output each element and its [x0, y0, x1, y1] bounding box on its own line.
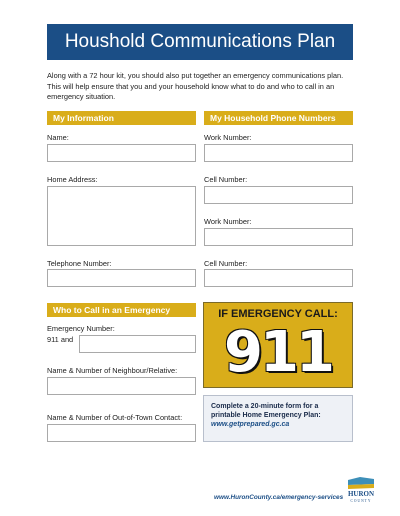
work-number-2-label: Work Number:	[204, 217, 252, 226]
out-of-town-contact-label: Name & Number of Out-of-Town Contact:	[47, 413, 183, 422]
emergency-call-number: 911	[224, 320, 332, 385]
neighbour-relative-field[interactable]	[47, 377, 196, 395]
logo-text: HURON	[347, 490, 375, 498]
emergency-prefix-label: 911 and	[47, 335, 74, 344]
cell-number-2-field[interactable]	[204, 269, 353, 287]
cell-number-2-label: Cell Number:	[204, 259, 248, 268]
page-title: Houshold Communications Plan	[47, 24, 353, 60]
work-number-2-field[interactable]	[204, 228, 353, 246]
get-prepared-text: Complete a 20-minute form for a printable Home Emergency Plan:	[211, 403, 321, 419]
telephone-number-label: Telephone Number:	[47, 259, 112, 268]
emergency-number-field[interactable]	[79, 335, 196, 353]
home-address-field[interactable]	[47, 186, 196, 246]
intro-text: Along with a 72 hour kit, you should also put together an emergency communications plan. This will help ensure that you and your household know what to do and who to call in an emergency situation.	[47, 71, 344, 101]
emergency-call-box	[203, 302, 353, 388]
neighbour-relative-label: Name & Number of Neighbour/Relative:	[47, 366, 178, 375]
cell-number-label: Cell Number:	[204, 175, 248, 184]
get-prepared-link[interactable]: www.getprepared.gc.ca	[211, 421, 290, 428]
my-information-heading: My Information	[47, 111, 196, 125]
work-number-field[interactable]	[204, 144, 353, 162]
home-address-label: Home Address:	[47, 175, 98, 184]
logo-subtext: COUNTY	[350, 499, 372, 503]
get-prepared-box	[203, 395, 353, 442]
name-label: Name:	[47, 133, 69, 142]
name-field[interactable]	[47, 144, 196, 162]
cell-number-field[interactable]	[204, 186, 353, 204]
work-number-label: Work Number:	[204, 133, 252, 142]
footer-website-link[interactable]: www.HuronCounty.ca/emergency-services	[214, 494, 344, 501]
telephone-number-field[interactable]	[47, 269, 196, 287]
out-of-town-contact-field[interactable]	[47, 424, 196, 442]
emergency-call-title: IF EMERGENCY CALL:	[218, 308, 338, 320]
household-phone-numbers-heading: My Household Phone Numbers	[204, 111, 353, 125]
who-to-call-heading: Who to Call in an Emergency	[47, 303, 196, 317]
emergency-number-label: Emergency Number:	[47, 324, 115, 333]
